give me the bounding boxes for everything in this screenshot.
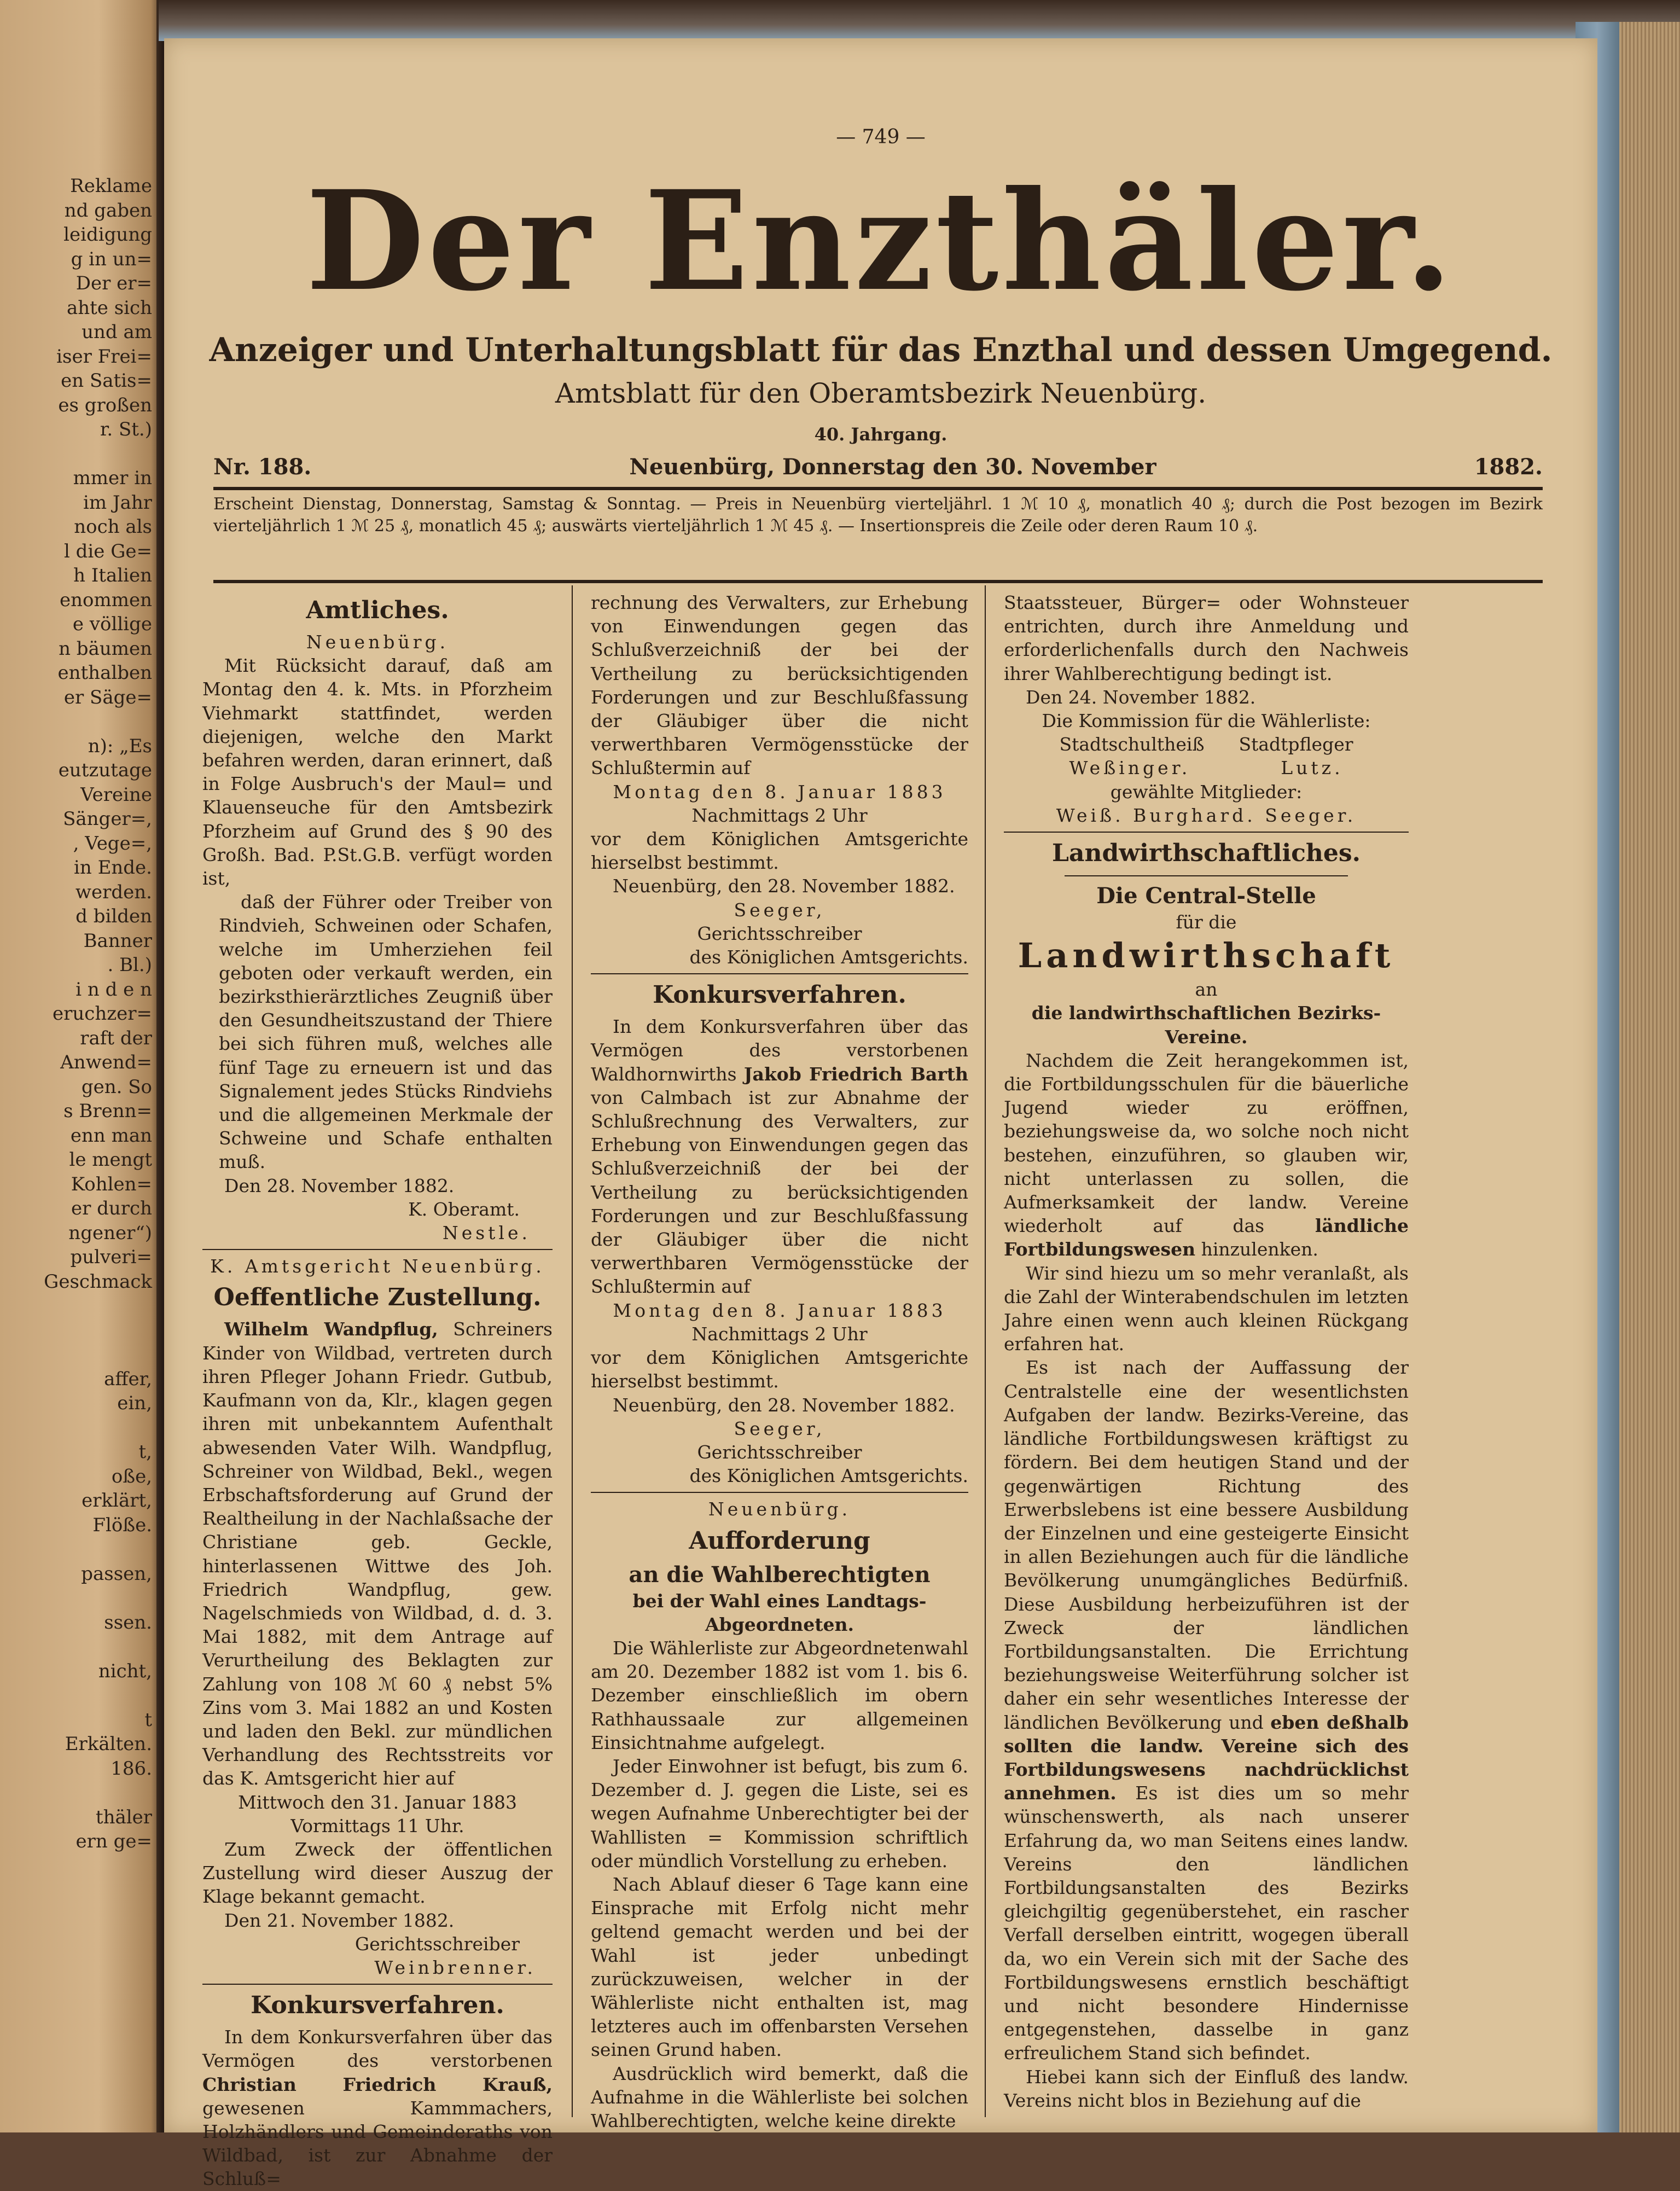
date-line: Nachmittags 2 Uhr xyxy=(691,1323,868,1345)
paragraph: vor dem Königlichen Amtsgerichte hierselbst bestimmt. xyxy=(591,828,968,874)
separator xyxy=(1065,875,1348,876)
left-page-line: raft der xyxy=(80,1027,152,1049)
column-divider xyxy=(985,585,986,2117)
left-page-line: ern ge= xyxy=(75,1830,152,1852)
left-page-line: Flöße. xyxy=(92,1514,152,1536)
paragraph: vor dem Königlichen Amtsgerichte hierselbst bestimmt. xyxy=(591,1347,968,1392)
paragraph: Nachdem die Zeit herangekommen ist, die Fortbildungsschulen für die bäuerliche Jugend wieder zu eröffnen, beziehungsweise da, wo solche noch nicht bestehen, einzuführen, so glauben wir, nicht unterlassen zu sollen, die Aufmerksamkeit der landw. Vereine wiederholt auf das ländliche Fortbildungswesen hinzulenken. xyxy=(1004,1049,1409,1260)
signature: gewählte Mitglieder: xyxy=(1110,781,1303,803)
left-page-line: l die Ge= xyxy=(63,540,152,562)
paragraph: Jeder Einwohner ist befugt, bis zum 6. Dezember d. J. gegen die Liste, sei es wegen Aufnahme Unberechtigter bei der Wahllisten = Kommission schriftlich oder mündlich Vorstellung zu erheben. xyxy=(591,1755,968,1872)
signature: des Königlichen Amtsgerichts. xyxy=(689,1465,968,1487)
left-page-line: er durch xyxy=(71,1198,152,1219)
left-page-line: . Bl.) xyxy=(107,954,152,976)
date-line: Mittwoch den 31. Januar 1883 xyxy=(238,1791,517,1813)
left-page-line: es großen xyxy=(58,394,152,416)
paragraph: In dem Konkursverfahren über das Vermögen des verstorbenen Christian Friedrich Krauß, gewesenen Kammmachers, Holzhändlers und Gemeinderaths von Wildbad, ist zur Abnahme der Schluß= xyxy=(202,2026,553,2190)
left-page-line: Kohlen= xyxy=(71,1173,152,1195)
left-page-line: eutzutage xyxy=(58,759,152,781)
left-page-line: ein, xyxy=(117,1392,152,1414)
left-page-line: e völlige xyxy=(72,613,152,635)
column-3 xyxy=(1004,591,1409,2112)
date-line: Neuenbürg, den 28. November 1882. xyxy=(613,875,955,897)
paragraph: rechnung des Verwalters, zur Erhebung von Einwendungen gegen das Schlußverzeichniß der bei der Vertheilung zu berücksichtigenden Forderungen und zur Beschlußfassung der Gläubiger über die nicht verwerthbaren Vermögensstücke der Schlußtermin auf xyxy=(591,592,968,779)
left-page-line: r. St.) xyxy=(100,419,152,440)
left-page-line: affer, xyxy=(104,1368,152,1390)
court-line: K. Amtsgericht Neuenbürg. xyxy=(210,1256,545,1277)
signature: des Königlichen Amtsgerichts. xyxy=(689,946,968,968)
signature: Nestle. xyxy=(442,1222,531,1244)
paragraph: Hiebei kann sich der Einfluß des landw. Vereins nicht blos in Beziehung auf die xyxy=(1004,2066,1409,2111)
left-page-line: t xyxy=(144,1708,152,1731)
left-page-line: Der er= xyxy=(75,272,152,294)
bold-text: eben deßhalb sollten die landw. Vereine sich des Fortbildungswesens nachdrücklichst annehmen. xyxy=(1004,1711,1409,1804)
paragraph: Zum Zweck der öffentlichen Zustellung wird dieser Auszug der Klage bekannt gemacht. xyxy=(202,1838,553,1908)
bold-text: ländliche Fortbildungswesen xyxy=(1004,1215,1409,1260)
publication-info: Erscheint Dienstag, Donnerstag, Samstag & Sonntag. — Preis in Neuenbürg vierteljährl. 1 ℳ 10 ₰, monatlich 40 ₰; durch die Post bezogen im Bezirk vierteljährlich 1 ℳ 25 ₰, monatlich 45 ₰; auswärts vierteljährlich 1 ℳ 45 ₰. — Insertionspreis die Zeile oder deren Raum 10 ₰. xyxy=(213,495,1543,536)
left-page-line: leidigung xyxy=(63,224,152,246)
left-page-line: nd gaben xyxy=(64,199,152,222)
paragraph: Es ist nach der Auffassung der Centralstelle eine der wesentlichsten Aufgaben der landw. Bezirks-Vereine, das ländliche Fortbildungswesen kräftigst zu fördern. Bei dem heutigen Stand und der gegenwärtigen Richtung des Erwerbslebens ist eine bessere Ausbildung der Einzelnen und eine gesteigerte Einsicht in allen Beziehungen auch für die ländliche Bevölkerung unumgängliches Bedürfniß. Diese Ausbildung herbeizuführen ist der Zweck der ländlichen Fortbildungsanstalten. Die Errichtung beziehungsweise Weiterführung solcher ist daher ein sehr wesentliches Interesse der ländlichen Bevölkerung und eben deßhalb sollten die landw. Vereine sich des Fortbildungswesens nachdrücklichst annehmen. Es ist dies um so mehr wünschenswerth, als nach unserer Erfahrung da, wo man Seitens eines landw. Vereins den ländlichen Fortbildungsanstalten des Bezirks gleichgiltig gegenüberstehet, ein rascher Verfall derselben eintritt, wogegen überall da, wo ein Verein sich mit der Sache des Fortbildungswesens ernstlich beschäftigt und nicht besondere Hindernisse entgegenstehen, dasselbe in ganz erfreulichem Stand sich befindet. xyxy=(1004,1357,1409,2064)
left-page-line: h Italien xyxy=(73,565,152,586)
signature: Weinbrenner. xyxy=(374,1956,536,1978)
left-page-line: in Ende. xyxy=(74,857,152,879)
signature: Seeger, xyxy=(734,1417,826,1439)
paragraph: Wilhelm Wandpflug, Schreiners Kinder von Wildbad, vertreten durch ihren Pfleger Johann Friedr. Gutbub, Kaufmann von da, Klr., klagen gegen ihren mit unbekanntem Aufenthalt abwesenden Vater Wilh. Wandpflug, Schreiner von Wildbad, Bekl., wegen Erbschaftsforderung auf Grund der Realtheilung in der Nachlaßsache der Christiane geb. Geckle, hinterlassenen Wittwe des Joh. Friedrich Wandpflug, gew. Nagelschmieds von Wildbad, d. d. 3. Mai 1882, mit dem Antrage auf Verurtheilung des Beklagten zur Zahlung von 108 ℳ 60 ₰ nebst 5% Zins vom 3. Mai 1882 an und Kosten und laden den Bekl. zur mündlichen Verhandlung des Rechtsstreits vor das K. Amtsgericht hier auf xyxy=(202,1318,553,1789)
commission-line: Die Kommission für die Wählerliste: xyxy=(1042,710,1371,732)
left-page-line: mmer in xyxy=(73,467,152,489)
left-page-line: Banner xyxy=(83,929,152,952)
page-number: — 749 — xyxy=(836,126,926,148)
signature: Gerichtsschreiber xyxy=(354,1933,520,1955)
section-heading: Konkursverfahren. xyxy=(251,1991,504,2020)
section-heading: Oeffentliche Zustellung. xyxy=(213,1283,542,1312)
left-page-line: g in un= xyxy=(71,248,152,270)
left-page-line: ngener“) xyxy=(68,1222,152,1244)
paragraph: Staatssteuer, Bürger= oder Wohnsteuer entrichten, durch ihre Anmeldung und erforderlichenfalls durch den Nachweis ihrer Wahlberechtigung bedingt ist. xyxy=(1004,592,1409,684)
signature: Weiß. Burghard. Seeger. xyxy=(1056,804,1357,826)
left-page-line: im Jahr xyxy=(83,491,152,514)
signature: Gerichtsschreiber xyxy=(697,922,862,944)
signature: Lutz. xyxy=(1281,757,1344,779)
signature-row xyxy=(1004,756,1409,780)
paragraph: Die Wählerliste zur Abgeordnetenwahl am 20. Dezember 1882 ist vom 1. bis 6. Dezember einschließlich im obern Rathhaussaale zur allgemeinen Einsichtnahme aufgelegt. xyxy=(591,1637,968,1753)
section-subheading: an xyxy=(1195,979,1218,1001)
left-page-line: i n d e n xyxy=(75,978,152,1001)
left-page-line: n): „Es xyxy=(88,735,152,757)
section-subheading: die landwirthschaftlichen Bezirks-Vereine. xyxy=(1031,1002,1381,1048)
left-page-line: Erkälten. xyxy=(65,1733,152,1755)
left-page-line: n bäumen xyxy=(59,637,152,660)
left-page-line: er Säge= xyxy=(63,686,152,708)
volume-year: 40. Jahrgang. xyxy=(814,424,947,445)
left-page-line: oße, xyxy=(111,1465,152,1487)
section-heading: Konkursverfahren. xyxy=(653,981,906,1009)
left-page-line: le mengt xyxy=(69,1149,152,1171)
place-date: Neuenbürg, Donnerstag den 30. November xyxy=(629,454,1156,480)
left-page-line: , Vege=, xyxy=(73,832,152,855)
section-subheading: für die xyxy=(1176,911,1237,933)
left-page-line: nicht, xyxy=(98,1660,152,1682)
column-1 xyxy=(202,591,553,2191)
separator xyxy=(1004,832,1409,833)
left-page-line: s Brenn= xyxy=(63,1100,152,1122)
left-page-line: gen. So xyxy=(81,1076,152,1098)
left-page-line: und am xyxy=(82,321,152,343)
place-line: Neuenbürg. xyxy=(306,631,449,653)
left-page-line: thäler xyxy=(95,1806,152,1828)
date-line: Nachmittags 2 Uhr xyxy=(691,804,868,826)
newspaper-subtitle: Anzeiger und Unterhaltungsblatt für das Enzthal und dessen Umgegend. xyxy=(209,331,1553,369)
masthead-rule xyxy=(213,487,1543,490)
separator xyxy=(202,1984,553,1985)
paragraph: Mit Rücksicht darauf, daß am Montag den 4. k. Mts. in Pforzheim Viehmarkt stattfindet, werden diejenigen, welche den Markt befahren werden, daran erinnert, daß in Folge Ausbruch's der Maul= und Klauenseuche für den Amtsbezirk Pforzheim auf Grund des § 90 des Großh. Bad. P.St.G.B. verfügt worden ist, xyxy=(202,655,553,890)
left-page-line: eruchzer= xyxy=(53,1003,152,1025)
date-line: Montag den 8. Januar 1883 xyxy=(613,1299,946,1321)
paragraph: In dem Konkursverfahren über das Vermögen des verstorbenen Waldhornwirths Jakob Friedrich Barth von Calmbach ist zur Abnahme der Schlußrechnung des Verwalters, zur Erhebung von Einwendungen gegen das Schlußverzeichniß der bei der Vertheilung zu berücksichtigenden Forderungen und zur Beschlußfassung der Gläubiger über die nicht verwerthbaren Vermögensstücke der Schlußtermin auf xyxy=(591,1016,968,1298)
signature: Seeger, xyxy=(734,899,826,921)
left-page-line: enn man xyxy=(70,1124,152,1147)
left-page-line: Vereine xyxy=(80,783,152,806)
separator xyxy=(202,1249,553,1250)
left-page-line: ahte sich xyxy=(66,297,152,319)
left-page xyxy=(0,0,164,2132)
left-page-line: werden. xyxy=(75,881,152,903)
left-page-line: passen, xyxy=(81,1562,152,1585)
left-page-line: ssen. xyxy=(104,1611,152,1634)
signature: Stadtpfleger xyxy=(1239,734,1353,755)
info-rule xyxy=(213,580,1543,583)
bold-name: Jakob Friedrich Barth xyxy=(743,1063,968,1085)
signature: K. Oberamt. xyxy=(408,1198,520,1220)
paragraph: Nach Ablauf dieser 6 Tage kann eine Einsprache mit Erfolg nicht mehr geltend gemacht werden und bei der Wahl ist jeder unbedingt zurückzuweisen, welcher in der Wählerliste nicht enthalten ist, mag letzteres auch im offenbarsten Versehen seinen Grund haben. xyxy=(591,1873,968,2061)
section-subheading: Die Central-Stelle xyxy=(1096,883,1316,909)
signature-row xyxy=(1004,733,1409,756)
top-edge xyxy=(159,0,1680,41)
section-heading: Aufforderung xyxy=(689,1526,870,1555)
left-page-line: Geschmack xyxy=(44,1270,152,1293)
left-page-line: 186. xyxy=(111,1757,152,1780)
page-stack-edge xyxy=(1619,22,1680,2132)
date-line: Neuenbürg, den 28. November 1882. xyxy=(613,1394,955,1416)
left-page-line: noch als xyxy=(74,516,152,538)
signature: Gerichtsschreiber xyxy=(697,1441,862,1463)
left-page-line: d bilden xyxy=(75,905,152,927)
left-page-line: Anwend= xyxy=(60,1051,152,1073)
date-line: Den 21. November 1882. xyxy=(224,1909,455,1931)
date-line: Vormittags 11 Uhr. xyxy=(290,1815,464,1837)
place-line: Neuenbürg. xyxy=(708,1498,851,1520)
official-gazette-line: Amtsblatt für den Oberamtsbezirk Neuenbürg. xyxy=(555,377,1207,409)
left-page-line: enommen xyxy=(60,589,152,611)
signature: Stadtschultheiß xyxy=(1059,734,1205,755)
date-line: Den 24. November 1882. xyxy=(1026,686,1256,708)
column-divider xyxy=(572,585,573,2117)
paragraph: Wir sind hiezu um so mehr veranlaßt, als die Zahl der Winterabendschulen im letzten Jahre einen wenn auch kleinen Rückgang erfahren hat. xyxy=(1004,1262,1409,1355)
issue-year: 1882. xyxy=(1474,454,1543,480)
bold-name: Christian Friedrich Krauß, xyxy=(202,2073,553,2095)
left-page-line: erklärt, xyxy=(82,1490,152,1512)
left-page-line: Reklame xyxy=(70,175,152,197)
section-subheading: an die Wahlberechtigten xyxy=(629,1561,931,1588)
left-page-line: Sänger=, xyxy=(63,808,152,830)
separator xyxy=(591,1492,968,1493)
bold-name: Wilhelm Wandpflug, xyxy=(224,1318,438,1340)
date-line: Den 28. November 1882. xyxy=(224,1175,455,1196)
column-2 xyxy=(591,591,968,2132)
section-heading: Amtliches. xyxy=(306,596,449,624)
signature: Weßinger. xyxy=(1069,757,1191,779)
left-page-line: en Satis= xyxy=(61,370,152,392)
separator xyxy=(591,973,968,974)
section-subheading: bei der Wahl eines Landtags-Abgeordneten. xyxy=(632,1590,927,1635)
left-page-line: pulveri= xyxy=(70,1246,152,1268)
left-page-line: enthalben xyxy=(57,662,152,684)
date-line: Montag den 8. Januar 1883 xyxy=(613,781,946,803)
paragraph: daß der Führer oder Treiber von Rindvieh, Schweinen oder Schafen, welche im Umherziehen feil geboten oder verkauft werden, ein bezirksthierärztliches Zeugniß über den Gesundheitszustand der Thiere bei sich führen muß, welches alle fünf Tage zu erneuern ist und das Signalement jedes Stücks Rindviehs und die allgemeinen Merkmale der Schweine und Schafe enthalten muß. xyxy=(219,891,553,1173)
left-page-line: t, xyxy=(138,1441,152,1463)
issue-number: Nr. 188. xyxy=(213,454,312,480)
paragraph: Ausdrücklich wird bemerkt, daß die Aufnahme in die Wählerliste bei solchen Wahlberechtigten, welche keine direkte xyxy=(591,2062,968,2131)
issue-line xyxy=(213,454,1543,480)
section-heading: Landwirthschaftliches. xyxy=(1052,839,1361,868)
section-heading-large: Landwirthschaft xyxy=(1018,935,1395,976)
newspaper-title: Der Enzthäler. xyxy=(306,160,1456,321)
newspaper-page xyxy=(164,38,1597,2190)
left-page-line: iser Frei= xyxy=(56,345,152,368)
